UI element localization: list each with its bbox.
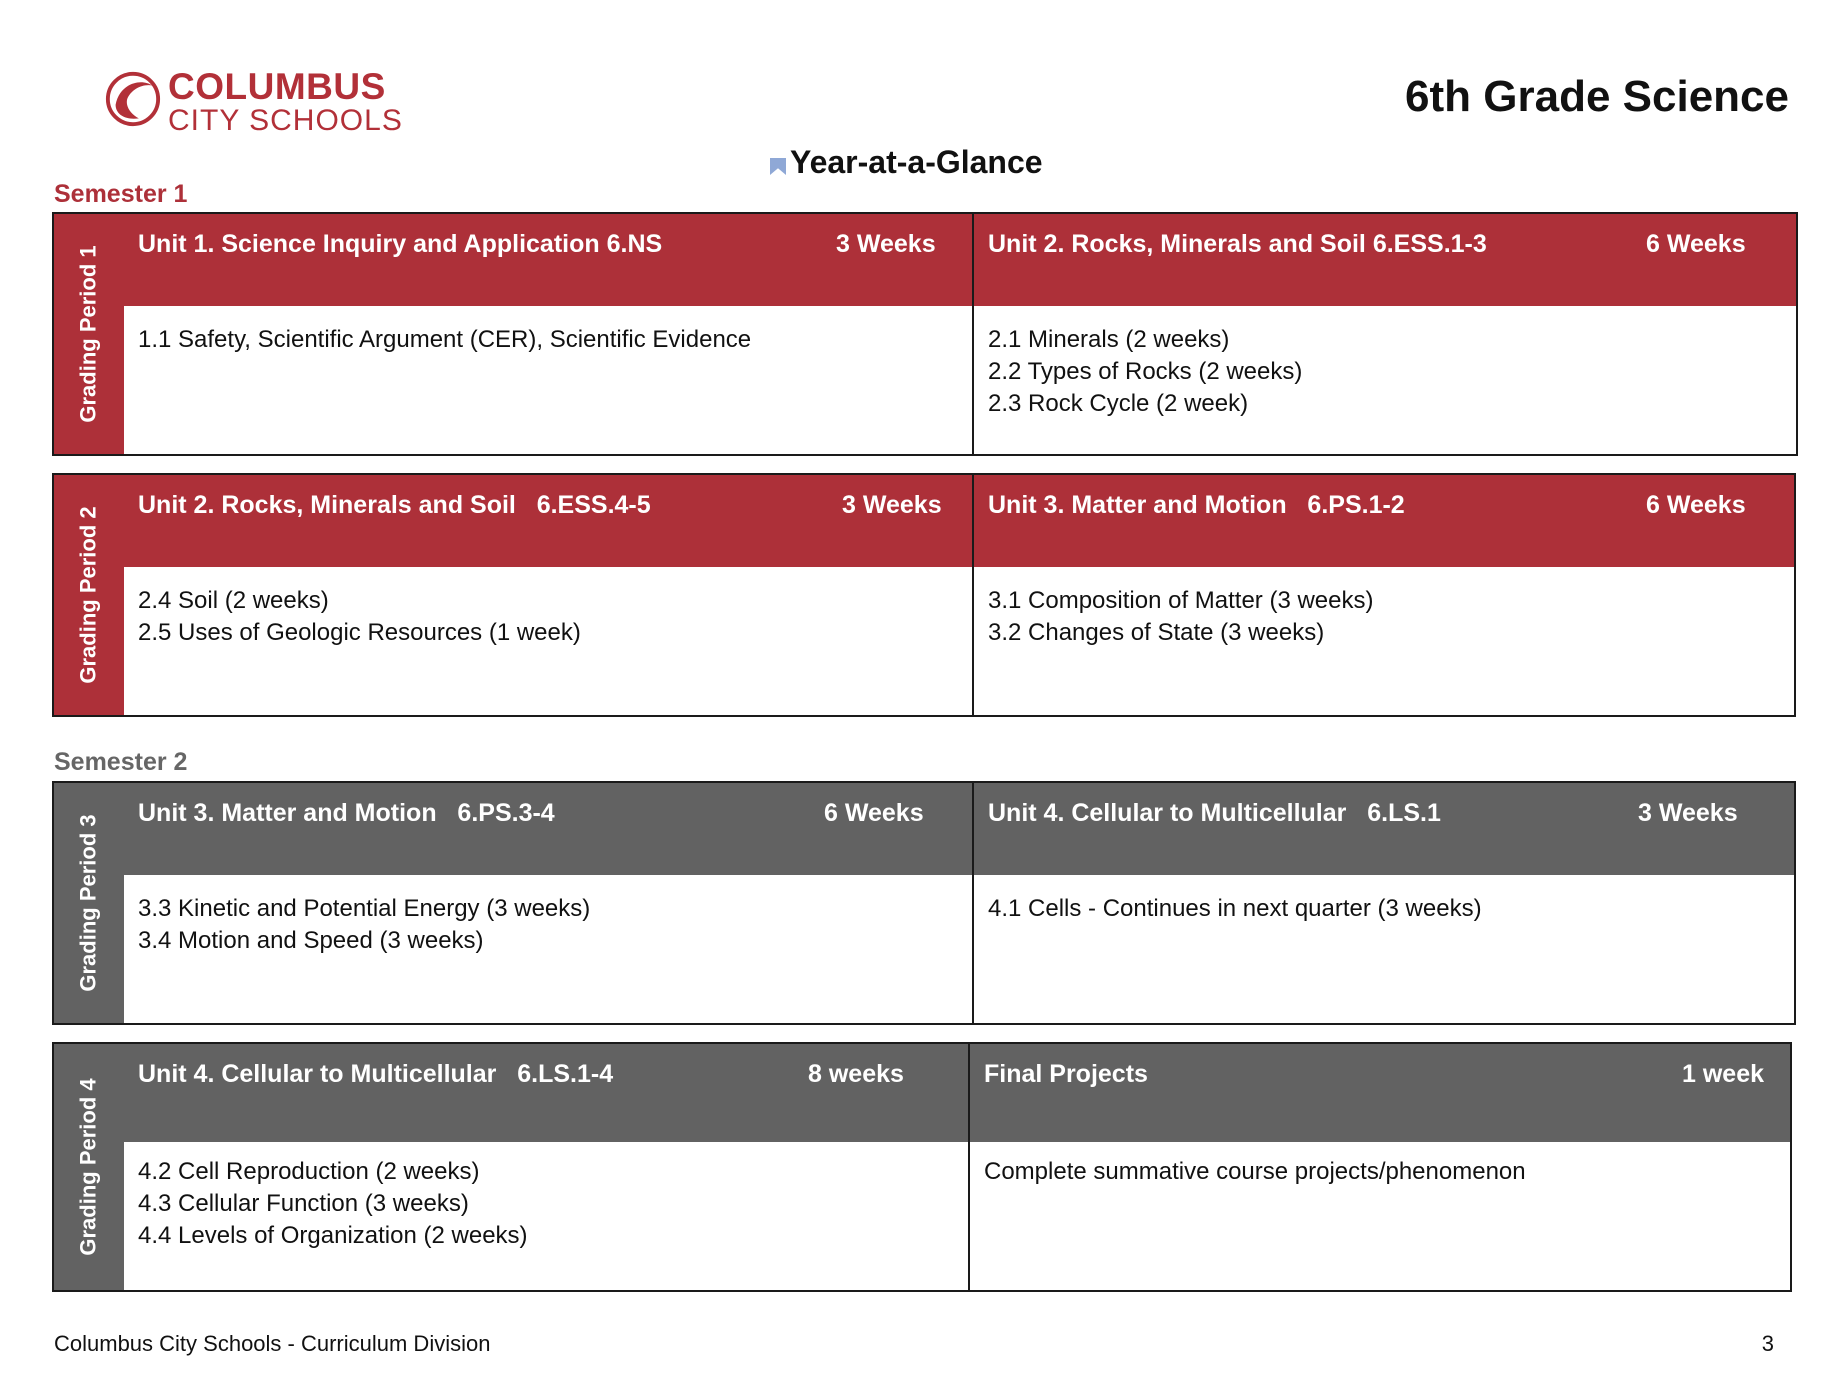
topic-item: 3.1 Composition of Matter (3 weeks) — [988, 587, 1374, 614]
document-title: 6th Grade Science — [1405, 72, 1789, 121]
unit-duration: 6 Weeks — [1646, 491, 1746, 519]
district-logo — [104, 68, 424, 138]
unit-title: Unit 2. Rocks, Minerals and Soil 6.ESS.4-5 — [138, 491, 651, 519]
year-at-a-glance-heading — [770, 144, 1043, 181]
grading-period-label-text: Grading Period 3 — [76, 814, 102, 992]
topic-item: Complete summative course projects/phenomenon — [984, 1158, 1526, 1185]
unit-cell — [124, 475, 974, 715]
topic-item: 2.1 Minerals (2 weeks) — [988, 326, 1230, 353]
grading-period-label — [54, 1044, 124, 1290]
topic-item: 3.3 Kinetic and Potential Energy (3 weeks) — [138, 895, 591, 922]
unit-title: Unit 4. Cellular to Multicellular 6.LS.1-4 — [138, 1060, 614, 1088]
topic-item: 3.4 Motion and Speed (3 weeks) — [138, 927, 484, 954]
unit-header — [124, 1044, 970, 1142]
topic-item: 4.4 Levels of Organization (2 weeks) — [138, 1222, 528, 1249]
unit-cell — [972, 214, 1796, 454]
grading-period-4 — [52, 1042, 1792, 1292]
unit-title: Unit 3. Matter and Motion 6.PS.1-2 — [988, 491, 1405, 519]
topic-item: 2.4 Soil (2 weeks) — [138, 587, 329, 614]
unit-duration: 6 Weeks — [1646, 230, 1746, 258]
unit-topics — [138, 893, 964, 957]
unit-topics — [138, 585, 964, 649]
unit-topics — [988, 324, 1786, 420]
grading-period-label — [54, 214, 124, 454]
unit-topics — [138, 1156, 960, 1252]
unit-duration: 8 weeks — [808, 1060, 904, 1088]
unit-title: Unit 1. Science Inquiry and Application 6.NS — [138, 230, 663, 258]
unit-header — [970, 1044, 1790, 1142]
topic-item: 4.3 Cellular Function (3 weeks) — [138, 1190, 469, 1217]
unit-topics — [988, 585, 1784, 649]
grading-period-label-text: Grading Period 4 — [76, 1078, 102, 1256]
unit-topics — [988, 893, 1784, 925]
topic-item: 1.1 Safety, Scientific Argument (CER), Scientific Evidence — [138, 326, 752, 353]
grading-period-3 — [52, 781, 1796, 1025]
columbus-logo-mark-icon — [104, 70, 162, 128]
unit-duration: 6 Weeks — [824, 799, 924, 827]
topic-item: 4.2 Cell Reproduction (2 weeks) — [138, 1158, 480, 1185]
semester-1-label: Semester 1 — [54, 180, 188, 208]
unit-title: Unit 4. Cellular to Multicellular 6.LS.1 — [988, 799, 1441, 827]
unit-title: Unit 3. Matter and Motion 6.PS.3-4 — [138, 799, 555, 827]
grading-period-label — [54, 783, 124, 1023]
unit-cell — [972, 475, 1794, 715]
unit-header — [124, 475, 974, 567]
page-number: 3 — [1761, 1331, 1774, 1356]
unit-duration: 3 Weeks — [836, 230, 936, 258]
grading-period-label — [54, 475, 124, 715]
unit-cell — [972, 783, 1794, 1023]
logo-wordmark — [168, 68, 403, 136]
topic-item: 2.2 Types of Rocks (2 weeks) — [988, 358, 1303, 385]
grading-period-label-text: Grading Period 2 — [76, 506, 102, 684]
topic-item: 3.2 Changes of State (3 weeks) — [988, 619, 1325, 646]
unit-header — [124, 783, 974, 875]
topic-item: 2.3 Rock Cycle (2 week) — [988, 390, 1249, 417]
topic-item: 2.5 Uses of Geologic Resources (1 week) — [138, 619, 581, 646]
unit-cell — [124, 783, 974, 1023]
grading-period-2 — [52, 473, 1796, 717]
unit-duration: 1 week — [1682, 1060, 1765, 1088]
unit-topics — [138, 324, 964, 356]
logo-line1: COLUMBUS — [168, 66, 386, 107]
grading-period-label-text: Grading Period 1 — [76, 245, 102, 423]
semester-2-label: Semester 2 — [54, 748, 188, 776]
grading-period-1 — [52, 212, 1798, 456]
unit-header — [974, 214, 1796, 306]
unit-header — [974, 475, 1794, 567]
unit-cell — [124, 214, 974, 454]
unit-header — [124, 214, 974, 306]
year-at-a-glance-label: Year-at-a-Glance — [790, 144, 1043, 180]
unit-duration: 3 Weeks — [1638, 799, 1738, 827]
topic-item: 4.1 Cells - Continues in next quarter (3 weeks) — [988, 895, 1482, 922]
unit-title: Final Projects — [984, 1060, 1148, 1088]
bookmark-icon — [770, 158, 786, 175]
unit-cell — [968, 1044, 1790, 1290]
unit-header — [974, 783, 1794, 875]
footer-division: Columbus City Schools - Curriculum Division — [54, 1331, 491, 1356]
logo-line2: CITY SCHOOLS — [168, 104, 403, 137]
unit-cell — [124, 1044, 970, 1290]
unit-duration: 3 Weeks — [842, 491, 942, 519]
unit-title: Unit 2. Rocks, Minerals and Soil 6.ESS.1-3 — [988, 230, 1487, 258]
unit-topics — [984, 1156, 1780, 1188]
